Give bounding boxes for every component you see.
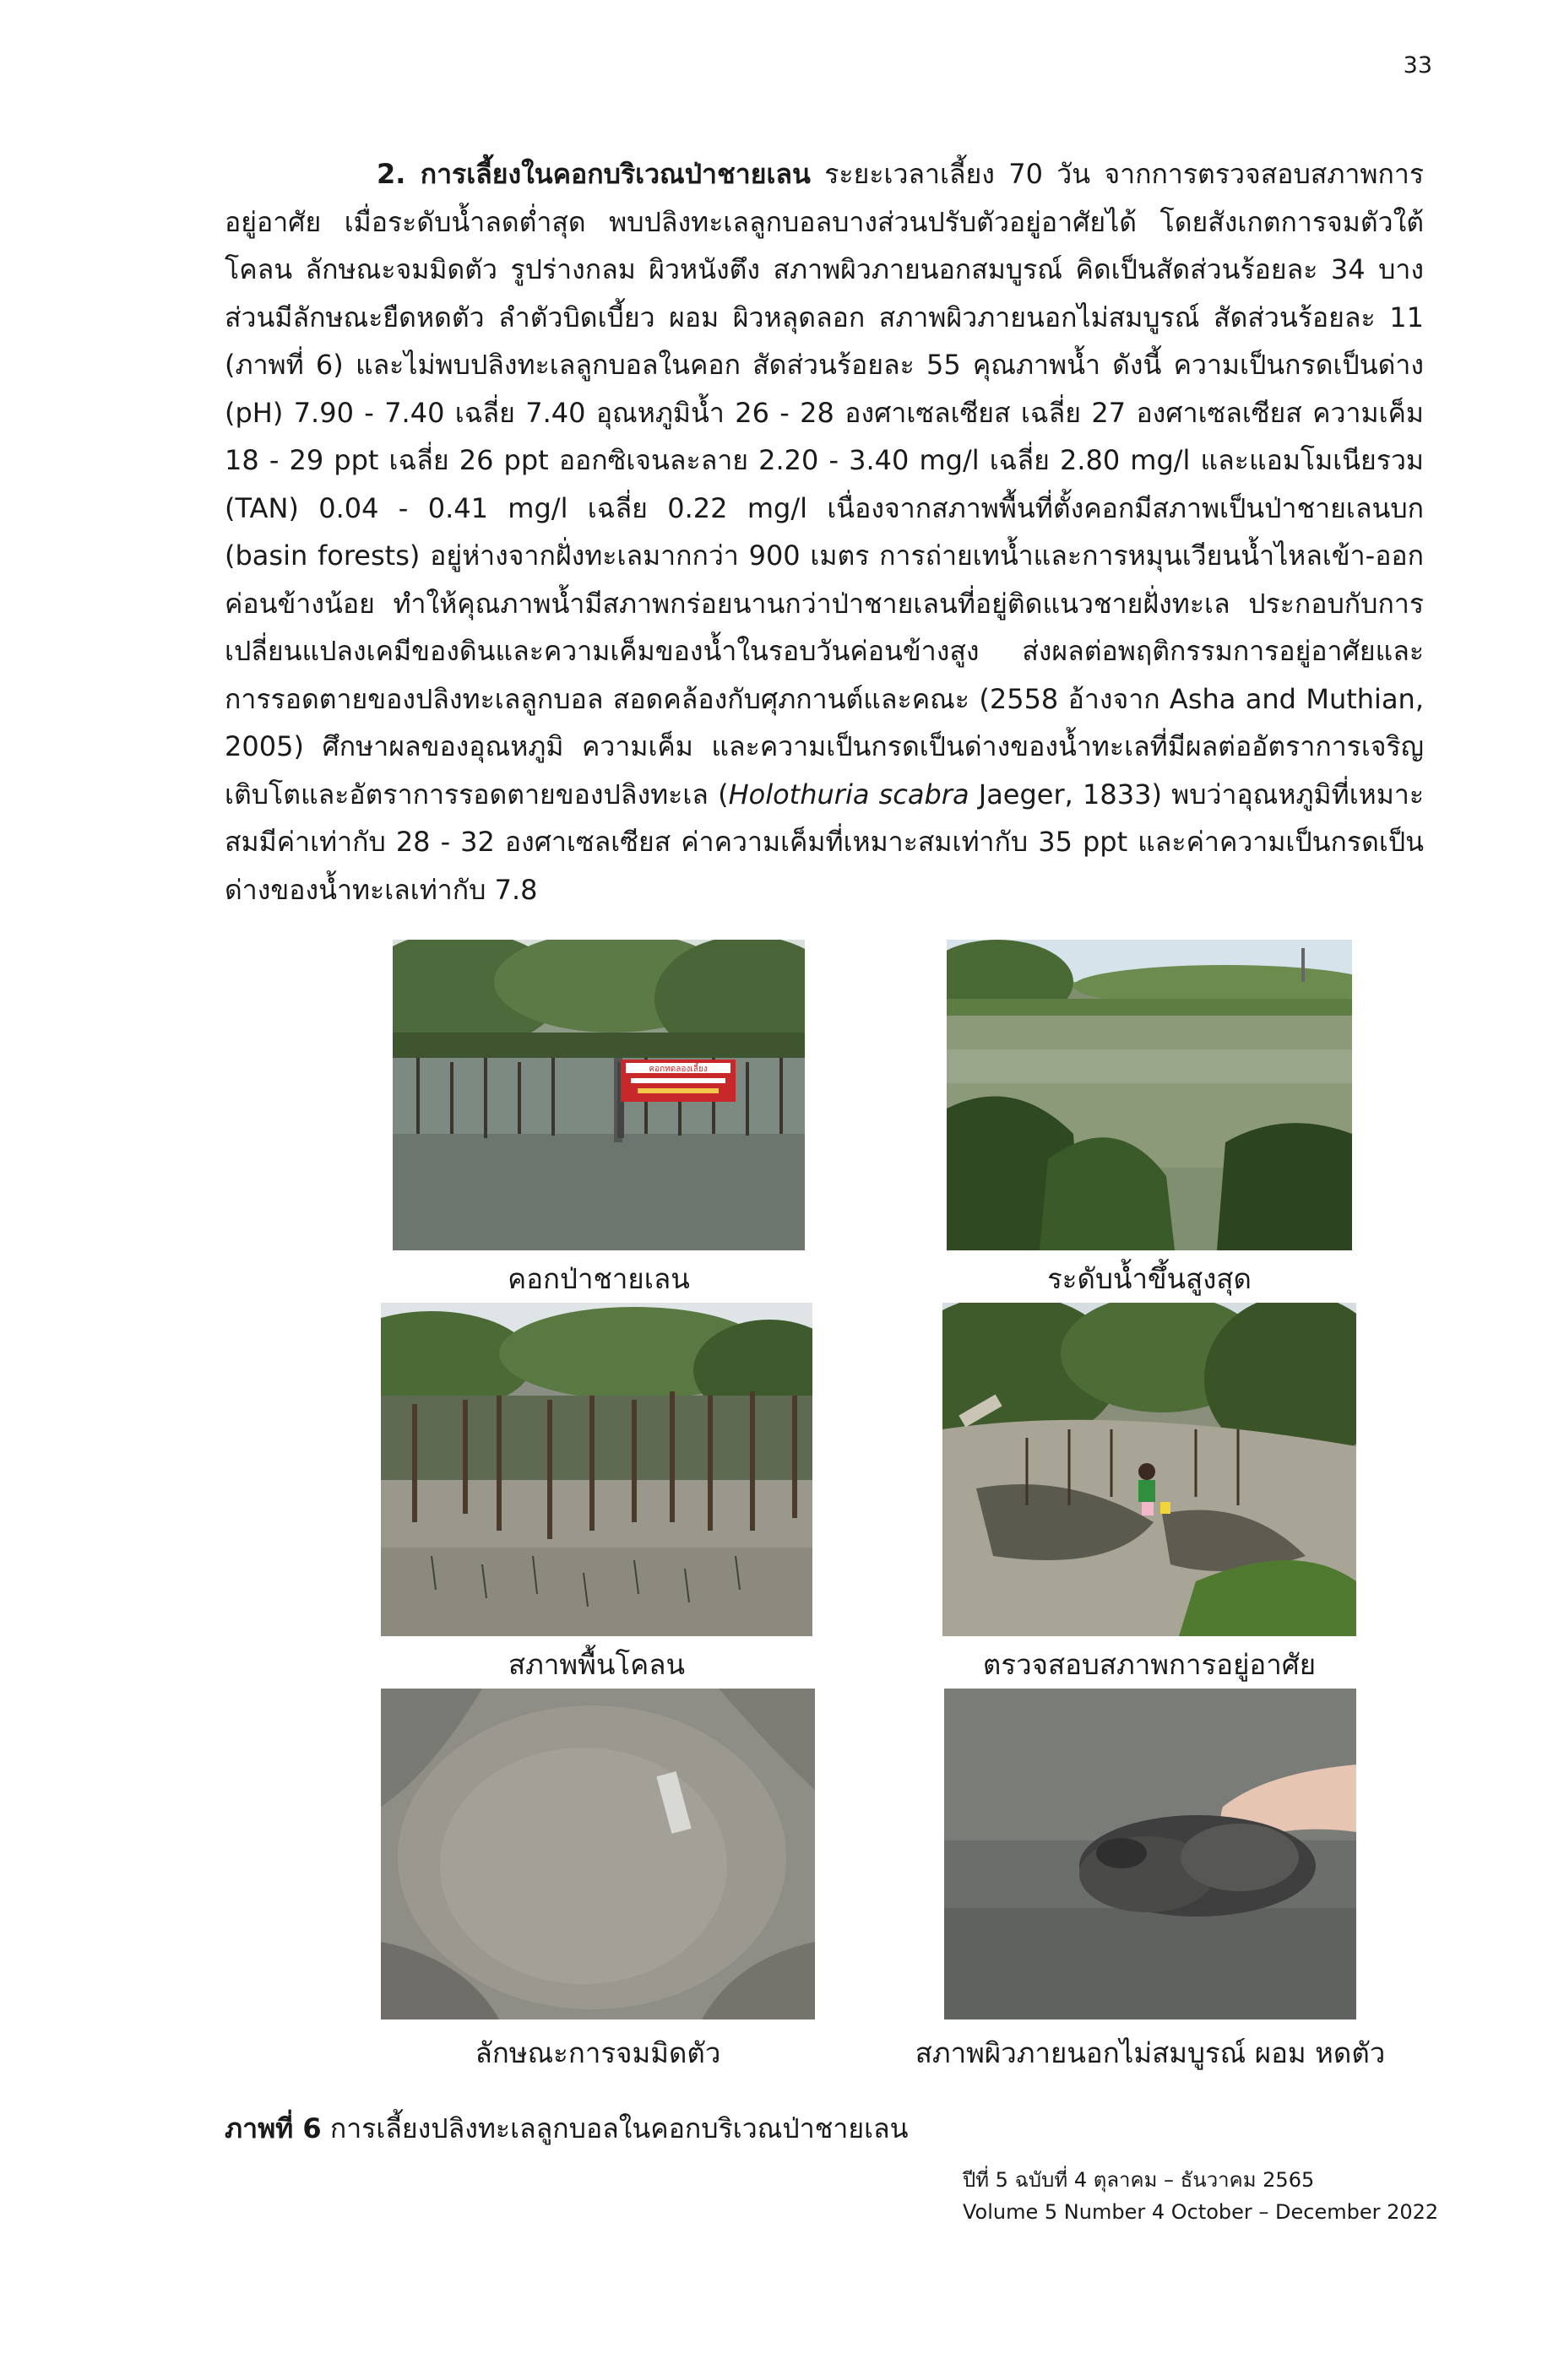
photo-mangrove-pen: [393, 940, 805, 1250]
page-number: 33: [1403, 52, 1432, 79]
figure-label: ภาพที่ 6: [225, 2112, 322, 2144]
sign-text: คอกทดลองเลี้ยง: [649, 1065, 708, 1074]
photo-burrowed: [381, 1689, 815, 2019]
photo-caption: สภาพผิวภายนอกไม่สมบูรณ์ ผอม หดตัว: [915, 2036, 1386, 2069]
figure-caption-text: การเลี้ยงปลิงทะเลลูกบอลในคอกบริเวณป่าชายเลน: [321, 2112, 909, 2144]
photo-habitat-check: [942, 1303, 1356, 1636]
species-name: Holothuria scabra: [728, 778, 969, 811]
photo-caption: ตรวจสอบสภาพการอยู่อาศัย: [982, 1648, 1317, 1681]
body-paragraph: [225, 150, 1424, 914]
paragraph-text-2: Jaeger, 1833) พบว่าอุณหภูมิที่เหมาะสมมีค่าเท่ากับ 28 - 32 องศาเซลเซียส ค่าความเค็มที่เหมาะสมเท่ากับ 35 ppt และค่าความเป็นกรดเป็นด่างของน้ำทะเลเท่ากับ 7.8: [225, 778, 1425, 906]
photo-caption: คอกป่าชายเลน: [508, 1262, 690, 1295]
photo-mud-floor: [381, 1303, 812, 1636]
photo-caption: สภาพพื้นโคลน: [508, 1648, 686, 1681]
section-heading: 2. การเลี้ยงในคอกบริเวณป่าชายเลน: [377, 158, 811, 190]
figure-caption: [225, 2107, 909, 2150]
photo-caption: ลักษณะการจมมิดตัว: [475, 2036, 721, 2069]
paragraph-text-1: ระยะเวลาเลี้ยง 70 วัน จากการตรวจสอบสภาพการอยู่อาศัย เมื่อระดับน้ำลดต่ำสุด พบปลิงทะเลลูกบอลบางส่วนปรับตัวอยู่อาศัยได้ โดยสังเกตการจมตัวใต้โคลน ลักษณะจมมิดตัว รูปร่างกลม ผิวหนังตึง สภาพผิวภายนอกสมบูรณ์ คิดเป็นสัดส่วนร้อยละ 34 บางส่วนมีลักษณะยืดหดตัว ลำตัวบิดเบี้ยว ผอม ผิวหลุดลอก สภาพผิวภายนอกไม่สมบูรณ์ สัดส่วนร้อยละ 11 (ภาพที่ 6) และไม่พบปลิงทะเลลูกบอลในคอก สัดส่วนร้อยละ 55 คุณภาพน้ำ ดังนี้ ความเป็นกรดเป็นด่าง (pH) 7.90 - 7.40 เฉลี่ย 7.40 อุณหภูมิน้ำ 26 - 28 องศาเซลเซียส เฉลี่ย 27 องศาเซลเซียส ความเค็ม 18 - 29 ppt เฉลี่ย 26 ppt ออกซิเจนละลาย 2.20 - 3.40 mg/l เฉลี่ย 2.80 mg/l และแอมโมเนียรวม (TAN) 0.04 - 0.41 mg/l เฉลี่ย 0.22 mg/l เนื่องจากสภาพพื้นที่ตั้งคอกมีสภาพเป็นป่าชายเลนบก (basin forests) อยู่ห่างจากฝั่งทะเลมากกว่า 900 เมตร การถ่ายเทน้ำและการหมุนเวียนน้ำไหลเข้า-ออกค่อนข้างน้อย ทำให้คุณภาพน้ำมีสภาพกร่อยนานกว่าป่าชายเลนที่อยู่ติดแนวชายฝั่งทะเล ประกอบกับการเปลี่ยนแปลงเคมีของดินและความเค็มของน้ำในรอบวันค่อนข้างสูง ส่งผลต่อพฤติกรรมการอยู่อาศัยและการรอดตายของปลิงทะเลลูกบอล สอดคล้องกับศุภกานต์และคณะ (2558 อ้างจาก Asha and Muthian, 2005) ศึกษาผลของอุณหภูมิ ความเค็ม และความเป็นกรดเป็นด่างของน้ำทะเลที่มีผลต่ออัตราการเจริญเติบโตและอัตราการรอดตายของปลิงทะเล (: [225, 158, 1425, 811]
sea-cucumber: [1079, 1815, 1316, 1916]
photo-sea-cucumber: [944, 1689, 1356, 2019]
photo-high-water: [947, 940, 1352, 1250]
footer-english: Volume 5 Number 4 October – December 2022: [963, 2200, 1439, 2224]
photo-caption: ระดับน้ำขึ้นสูงสุด: [1047, 1262, 1252, 1295]
footer-thai: ปีที่ 5 ฉบับที่ 4 ตุลาคม – ธันวาคม 2565: [963, 2168, 1315, 2192]
